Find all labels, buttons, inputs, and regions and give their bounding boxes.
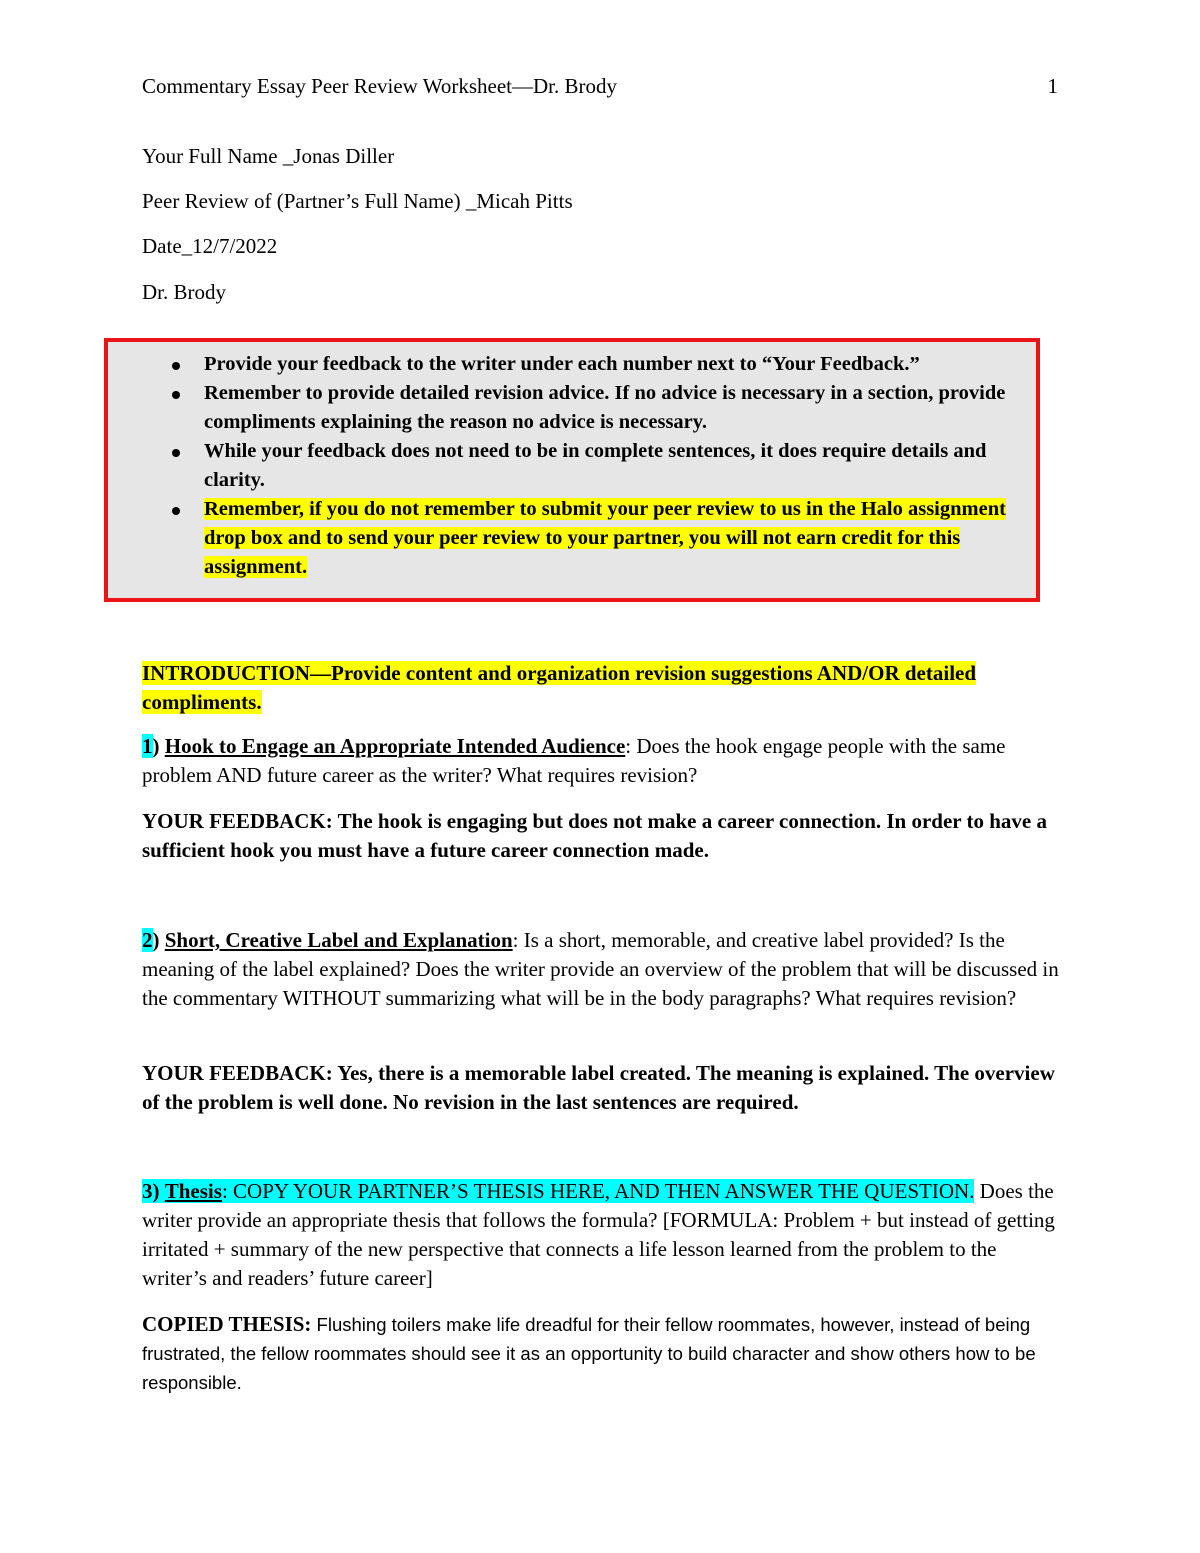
question-2-title: Short, Creative Label and Explanation <box>164 928 513 952</box>
introduction-heading: INTRODUCTION—Provide content and organization revision suggestions AND/OR detailed compliments. <box>142 661 977 714</box>
page-number: 1 <box>1047 74 1058 98</box>
question-3-title: Thesis <box>164 1179 222 1203</box>
instruction-item: While your feedback does not need to be in complete sentences, it does require details and clarity. <box>158 437 1016 495</box>
bullet-icon <box>172 391 180 399</box>
bullet-icon <box>172 449 180 457</box>
copied-thesis: COPIED THESIS: Flushing toilers make life dreadful for their fellow roommates, however, instead of being frustrated, the fellow roommates should see it as an opportunity to build character and show others how to be responsible. <box>142 1312 1036 1393</box>
instructions-box <box>104 338 1040 602</box>
header-title: Commentary Essay Peer Review Worksheet—Dr. Brody <box>142 74 618 98</box>
bullet-icon <box>172 507 180 515</box>
student-name: Your Full Name _Jonas Diller <box>142 144 395 168</box>
bullet-icon <box>172 362 180 370</box>
question-2: 2) Short, Creative Label and Explanation: Is a short, memorable, and creative label provided? Is the meaning of the label explained? Does the writer provide an overview of the problem that will be discussed in the commentary WITHOUT summarizing what will be in the body paragraphs? What requires revision? <box>142 928 1059 1010</box>
question-1: 1) Hook to Engage an Appropriate Intended Audience: Does the hook engage people with the same problem AND future career as the writer? What requires revision? <box>142 734 1006 787</box>
question-3: 3) Thesis: COPY YOUR PARTNER’S THESIS HERE, AND THEN ANSWER THE QUESTION. Does the writer provide an appropriate thesis that follows the formula? [FORMULA: Problem + but instead of getting irritated + summary of the new perspective that connects a life lesson learned from the problem to the writer’s and readers’ future career] <box>142 1179 1055 1290</box>
partner-name: Peer Review of (Partner’s Full Name) _Micah Pitts <box>142 189 573 213</box>
instruction-item: Remember to provide detailed revision advice. If no advice is necessary in a section, provide compliments explaining the reason no advice is necessary. <box>158 379 1016 437</box>
question-1-title: Hook to Engage an Appropriate Intended Audience <box>164 734 626 758</box>
date-line: Date_12/7/2022 <box>142 234 278 258</box>
instruction-item: Provide your feedback to the writer under each number next to “Your Feedback.” <box>158 350 1016 379</box>
instructor-line: Dr. Brody <box>142 280 226 304</box>
feedback-2: YOUR FEEDBACK: Yes, there is a memorable label created. The meaning is explained. The overview of the problem is well done. No revision in the last sentences are required. <box>142 1061 1055 1114</box>
instruction-item: Remember, if you do not remember to submit your peer review to us in the Halo assignment drop box and to send your peer review to your partner, you will not earn credit for this assignment. <box>158 495 1016 582</box>
feedback-1: YOUR FEEDBACK: The hook is engaging but does not make a career connection. In order to have a sufficient hook you must have a future career connection made. <box>142 809 1047 862</box>
page-header <box>142 74 1058 99</box>
instructions-list <box>158 350 1016 582</box>
